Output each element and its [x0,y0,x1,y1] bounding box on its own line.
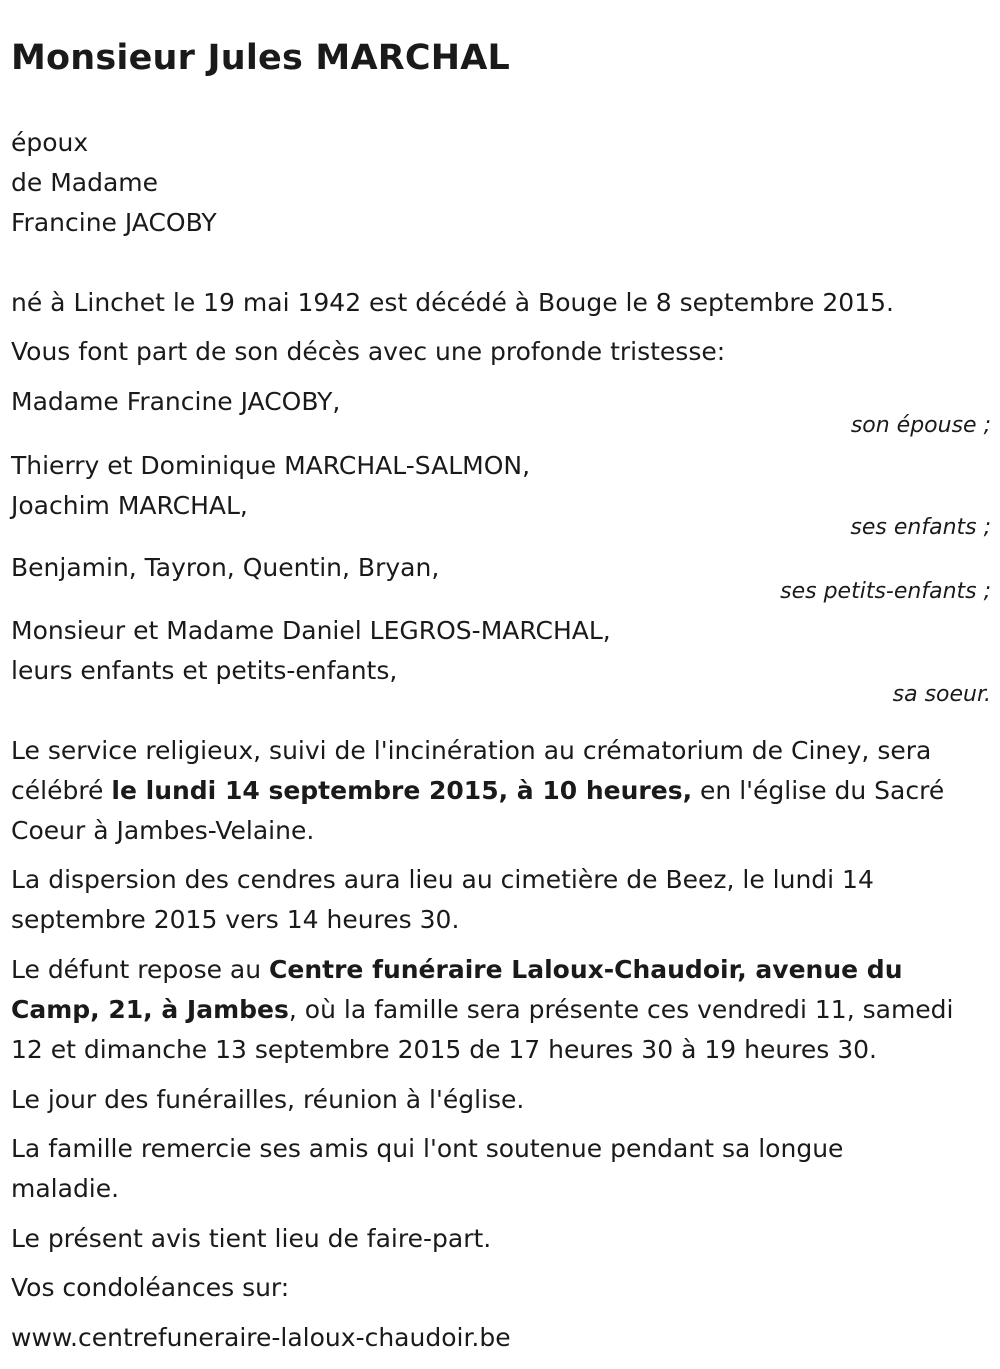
website-link[interactable]: www.centrefuneraire-laloux-chaudoir.be [11,1323,511,1352]
family-role: sa soeur. [892,682,991,707]
thanks-text: La famille remercie ses amis qui l'ont soutenue pendant sa longue [11,1134,844,1163]
page-title: Monsieur Jules MARCHAL [11,38,511,78]
repose-text: 12 et dimanche 13 septembre 2015 de 17 heures 30 à 19 heures 30. [11,1035,878,1064]
family-member-line: leurs enfants et petits-enfants, [11,656,398,685]
spouse-name: Francine JACOBY [11,208,217,237]
service-text-part: célébré [11,776,112,805]
service-text-part: en l'église du Sacré [692,776,945,805]
dispersion-text: septembre 2015 vers 14 heures 30. [11,905,460,934]
notice-text: Le présent avis tient lieu de faire-part. [11,1224,492,1253]
family-role: ses petits-enfants ; [780,579,991,604]
family-role: son épouse ; [850,413,991,438]
condolences-label: Vos condoléances sur: [11,1273,290,1302]
thanks-text: maladie. [11,1174,120,1203]
service-date-time: le lundi 14 septembre 2015, à 10 heures, [111,776,693,805]
birth-death-text: né à Linchet le 19 mai 1942 est décédé à Bouge le 8 septembre 2015. [11,288,894,317]
family-member-line: Thierry et Dominique MARCHAL-SALMON, [11,451,531,480]
service-text: Le service religieux, suivi de l'incinération au crématorium de Ciney, sera [11,736,932,765]
announcement-text: Vous font part de son décès avec une profonde tristesse: [11,337,726,366]
family-member-line: Madame Francine JACOBY, [11,387,341,416]
dispersion-text: La dispersion des cendres aura lieu au cimetière de Beez, le lundi 14 [11,865,874,894]
repose-text [11,950,903,990]
spouse-intro-line: de Madame [11,168,159,197]
funeral-center-address: Camp, 21, à Jambes [11,995,289,1024]
service-text: Coeur à Jambes-Velaine. [11,816,315,845]
repose-text [11,990,954,1030]
family-member-line: Benjamin, Tayron, Quentin, Bryan, [11,553,440,582]
funeral-center-address: Centre funéraire Laloux-Chaudoir, avenue du [269,955,903,984]
repose-text-part: Le défunt repose au [11,955,270,984]
spouse-intro-line: époux [11,128,89,157]
family-member-line: Monsieur et Madame Daniel LEGROS-MARCHAL, [11,616,611,645]
family-member-line: Joachim MARCHAL, [11,491,248,520]
family-role: ses enfants ; [850,515,991,540]
service-text [11,771,944,811]
funeral-day-text: Le jour des funérailles, réunion à l'église. [11,1085,525,1114]
repose-text-part: , où la famille sera présente ces vendredi 11, samedi [288,995,954,1024]
